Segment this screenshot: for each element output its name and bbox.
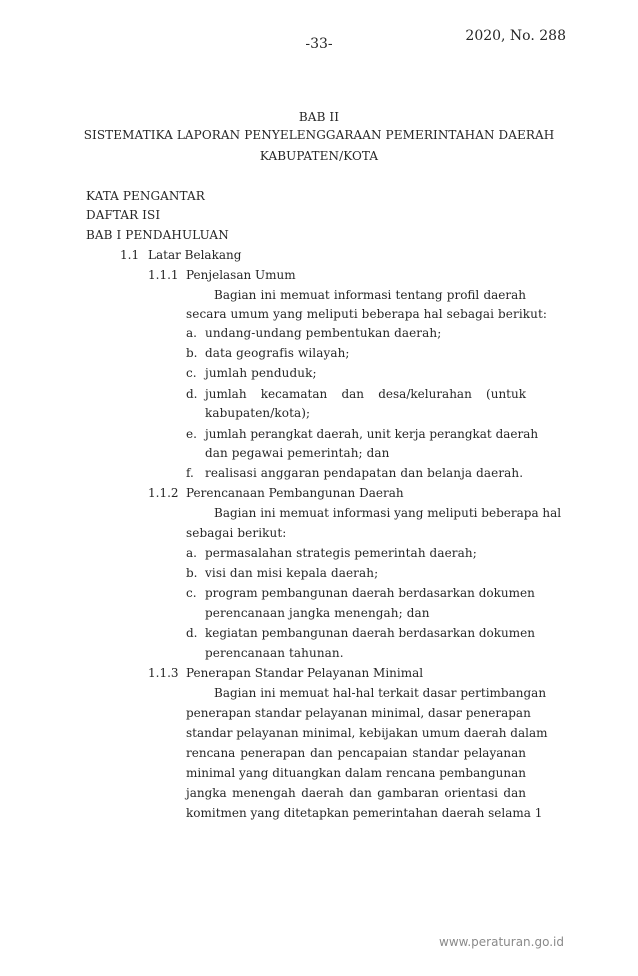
- subsection-title: Perencanaan Pembangunan Daerah: [186, 486, 404, 500]
- toc-daftar-isi: DAFTAR ISI: [86, 208, 161, 222]
- list-item: undang-undang pembentukan daerah;: [205, 326, 442, 340]
- list-marker: a.: [186, 326, 197, 340]
- list-item: realisasi anggaran pendapatan dan belanja daerah.: [205, 466, 524, 480]
- section-number: 1.1: [120, 248, 140, 262]
- list-item: data geografis wilayah;: [205, 346, 350, 360]
- list-item-continuation: dan pegawai pemerintah; dan: [205, 446, 390, 460]
- paragraph-line: Bagian ini memuat informasi tentang profil daerah: [214, 288, 526, 302]
- chapter-heading: BAB II: [298, 110, 340, 124]
- paragraph-line: standar pelayanan minimal, kebijakan umum daerah dalam: [186, 726, 548, 740]
- subsection-title: Penerapan Standar Pelayanan Minimal: [186, 666, 424, 680]
- paragraph-line: komitmen yang ditetapkan pemerintahan daerah selama 1: [186, 806, 543, 820]
- toc-kata-pengantar: KATA PENGANTAR: [86, 189, 205, 203]
- list-marker: f.: [186, 466, 194, 480]
- paragraph-line: rencana penerapan dan pencapaian standar pelayanan: [186, 746, 526, 760]
- list-item: jumlah perangkat daerah, unit kerja perangkat daerah: [205, 427, 539, 441]
- list-item: jumlah penduduk;: [205, 366, 317, 380]
- document-number: 2020, No. 288: [465, 28, 566, 44]
- toc-bab-1: BAB I PENDAHULUAN: [86, 228, 229, 242]
- page-number: -33-: [305, 36, 333, 52]
- list-marker: d.: [186, 626, 198, 640]
- list-marker: b.: [186, 346, 198, 360]
- list-item: visi dan misi kepala daerah;: [205, 566, 379, 580]
- footer-watermark: www.peraturan.go.id: [439, 935, 564, 949]
- paragraph-line: Bagian ini memuat informasi yang meliputi beberapa hal: [214, 506, 562, 520]
- subsection-number: 1.1.3: [148, 666, 179, 680]
- list-marker: d.: [186, 387, 198, 401]
- list-item-continuation: perencanaan jangka menengah; dan: [205, 606, 430, 620]
- list-marker: b.: [186, 566, 198, 580]
- list-marker: c.: [186, 366, 197, 380]
- paragraph-line: sebagai berikut:: [186, 526, 287, 540]
- chapter-subtitle: KABUPATEN/KOTA: [259, 149, 379, 163]
- list-item-continuation: perencanaan tahunan.: [205, 646, 344, 660]
- paragraph-line: minimal yang dituangkan dalam rencana pembangunan: [186, 766, 526, 780]
- list-item: program pembangunan daerah berdasarkan dokumen: [205, 586, 535, 600]
- list-marker: e.: [186, 427, 197, 441]
- paragraph-line: jangka menengah daerah dan gambaran orientasi dan: [186, 786, 526, 800]
- paragraph-line: secara umum yang meliputi beberapa hal sebagai berikut:: [186, 307, 548, 321]
- subsection-number: 1.1.2: [148, 486, 179, 500]
- list-marker: a.: [186, 546, 197, 560]
- section-title: Latar Belakang: [148, 248, 242, 262]
- list-item: kegiatan pembangunan daerah berdasarkan dokumen: [205, 626, 535, 640]
- list-marker: c.: [186, 586, 197, 600]
- subsection-number: 1.1.1: [148, 268, 179, 282]
- subsection-title: Penjelasan Umum: [186, 268, 296, 282]
- chapter-title: SISTEMATIKA LAPORAN PENYELENGGARAAN PEMERINTAHAN DAERAH: [83, 128, 555, 142]
- list-item: jumlah kecamatan dan desa/kelurahan (untuk: [205, 387, 526, 401]
- paragraph-line: Bagian ini memuat hal-hal terkait dasar pertimbangan: [214, 686, 547, 700]
- paragraph-line: penerapan standar pelayanan minimal, dasar penerapan: [186, 706, 531, 720]
- list-item-continuation: kabupaten/kota);: [205, 406, 311, 420]
- list-item: permasalahan strategis pemerintah daerah;: [205, 546, 477, 560]
